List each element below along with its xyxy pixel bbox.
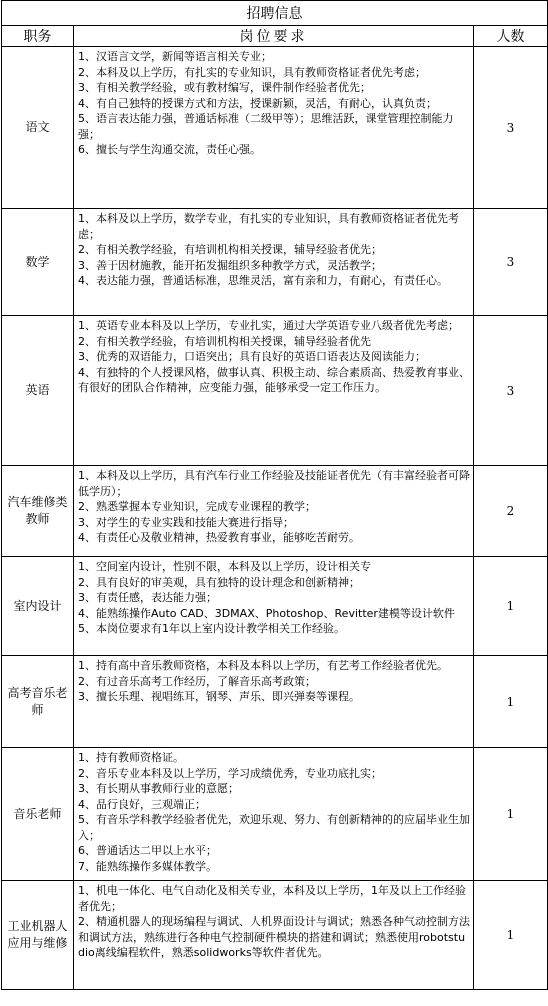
table-row	[2, 656, 548, 748]
requirement-item: 4、有责任心及敬业精神，热爱教育事业，能够吃苦耐劳。	[78, 531, 360, 544]
requirements-cell	[74, 656, 474, 748]
headcount: 3	[474, 316, 548, 466]
requirements-cell	[74, 47, 474, 209]
requirement-item: 3、优秀的双语能力，口语突出；具有良好的英语口语表达及阅读能力；	[78, 350, 426, 363]
header-requirements: 岗位要求	[74, 26, 474, 47]
requirement-item: 3、有长期从事教师行业的意愿；	[78, 782, 239, 795]
table-row	[2, 748, 548, 881]
requirements-cell	[74, 316, 474, 466]
headcount: 1	[474, 656, 548, 748]
header-count: 人数	[474, 26, 548, 47]
requirements-cell	[74, 209, 474, 316]
requirement-item: 4、有自己独特的授课方式和方法，授课新颖，灵活，有耐心，认真负责；	[78, 96, 437, 110]
table-body	[2, 47, 548, 990]
table-row	[2, 466, 548, 557]
requirement-item: 4、有独特的个人授课风格，做事认真、积极主动、综合素质高、热爱教育事业、有很好的团队合作精神，应变能力强，能够承受一定工作压力。	[78, 365, 470, 394]
job-title: 语文	[2, 47, 74, 209]
job-title: 工业机器人应用与维修	[2, 881, 74, 990]
recruitment-table	[1, 0, 548, 990]
job-title: 室内设计	[2, 557, 74, 656]
requirement-item: 4、表达能力强，普通话标准，思维灵活，富有亲和力，有耐心，有责任心。	[78, 274, 448, 287]
requirement-item: 1、汉语言文学，新闻等语言相关专业；	[78, 50, 272, 63]
requirement-item: 2、精通机器人的现场编程与调试、人机界面设计与调试；熟悉各种气动控制方法和调试方法，熟练进行各种电气控制硬件模块的搭建和调试；熟悉使用robotstudio离线编程软件，熟悉solidworks等软件者优先。	[78, 915, 470, 959]
headcount: 3	[474, 209, 548, 316]
requirement-item: 2、熟悉掌握本专业知识，完成专业课程的教学；	[78, 500, 316, 513]
requirements-cell	[74, 466, 474, 557]
requirement-item: 2、本科及以上学历，有扎实的专业知识，具有教师资格证者优先考虑；	[78, 65, 426, 79]
requirement-item: 2、有过音乐高考工作经历，了解音乐高考政策；	[78, 674, 316, 688]
table-row	[2, 881, 548, 990]
requirement-item: 1、持有教师资格证。	[78, 751, 184, 764]
headcount: 1	[474, 557, 548, 656]
job-title: 汽车维修类教师	[2, 466, 74, 557]
requirement-item: 4、能熟练操作Auto CAD、3DMAX、Photoshop、Revitter建模等设计软件	[78, 606, 455, 620]
requirement-item: 6、普通话达二甲以上水平；	[78, 844, 217, 857]
requirement-item: 2、有相关教学经验，有培训机构相关授课，辅导经验者优先；	[78, 243, 382, 256]
requirement-item: 5、有音乐学科教学经验者优先，欢迎乐观、努力、有创新精神的的应届毕业生加入；	[78, 813, 470, 842]
requirement-item: 1、本科及以上学历，具有汽车行业工作经验及技能证者优先（有丰富经验者可降低学历）；	[78, 469, 470, 498]
headcount: 2	[474, 466, 548, 557]
table-title: 招聘信息	[2, 1, 548, 26]
requirement-item: 3、善于因材施教，能开拓发掘组织多种教学方式，灵活教学；	[78, 258, 382, 272]
requirement-item: 3、有责任感，表达能力强；	[78, 591, 217, 604]
table-row	[2, 557, 548, 656]
requirement-item: 3、擅长乐理、视唱练耳，钢琴、声乐、即兴弹奏等课程。	[78, 690, 360, 703]
requirement-item: 6、擅长与学生沟通交流，责任心强。	[78, 143, 261, 156]
table-row	[2, 47, 548, 209]
header-row	[2, 26, 548, 47]
requirement-item: 2、有相关教学经验，有培训机构相关授课，辅导经验者优先	[78, 334, 371, 348]
requirements-cell	[74, 557, 474, 656]
headcount: 1	[474, 881, 548, 990]
requirement-item: 2、音乐专业本科及以上学历，学习成绩优秀，专业功底扎实；	[78, 766, 382, 780]
job-title: 英语	[2, 316, 74, 466]
requirement-item: 5、本岗位要求有1年以上室内设计教学相关工作经验。	[78, 622, 345, 635]
table-row	[2, 316, 548, 466]
requirement-item: 1、本科及以上学历，数学专业，有扎实的专业知识，具有教师资格证者优先考虑；	[78, 212, 459, 241]
requirement-item: 4、品行良好，三观端正；	[78, 797, 206, 811]
headcount: 3	[474, 47, 548, 209]
job-title: 音乐老师	[2, 748, 74, 881]
requirement-item: 1、持有高中音乐教师资格，本科及本科以上学历，有艺考工作经验者优先。	[78, 659, 448, 672]
requirement-item: 1、机电一体化、电气自动化及相关专业，本科及以上学历，1年及以上工作经验者优先；	[78, 884, 466, 913]
requirement-item: 3、对学生的专业实践和技能大赛进行指导；	[78, 515, 294, 529]
requirement-item: 5、语言表达能力强，普通话标准（二级甲等）；思维活跃，课堂管理控制能力强；	[78, 112, 454, 141]
job-title: 数学	[2, 209, 74, 316]
requirement-item: 7、能熟练操作多媒体教学。	[78, 859, 217, 873]
requirement-item: 3、有相关教学经验，或有教材编写，课件制作经验者优先；	[78, 81, 371, 94]
requirement-item: 2、具有良好的审美观，具有独特的设计理念和创新精神；	[78, 575, 360, 589]
header-job: 职务	[2, 26, 74, 47]
headcount: 1	[474, 748, 548, 881]
requirements-cell	[74, 881, 474, 990]
table-row	[2, 209, 548, 316]
requirement-item: 1、英语专业本科及以上学历，专业扎实，通过大学英语专业八级者优先考虑；	[78, 319, 459, 332]
requirements-cell	[74, 748, 474, 881]
job-title: 高考音乐老师	[2, 656, 74, 748]
requirement-item: 1、空间室内设计，性别不限，本科及以上学历，设计相关专	[78, 560, 371, 573]
